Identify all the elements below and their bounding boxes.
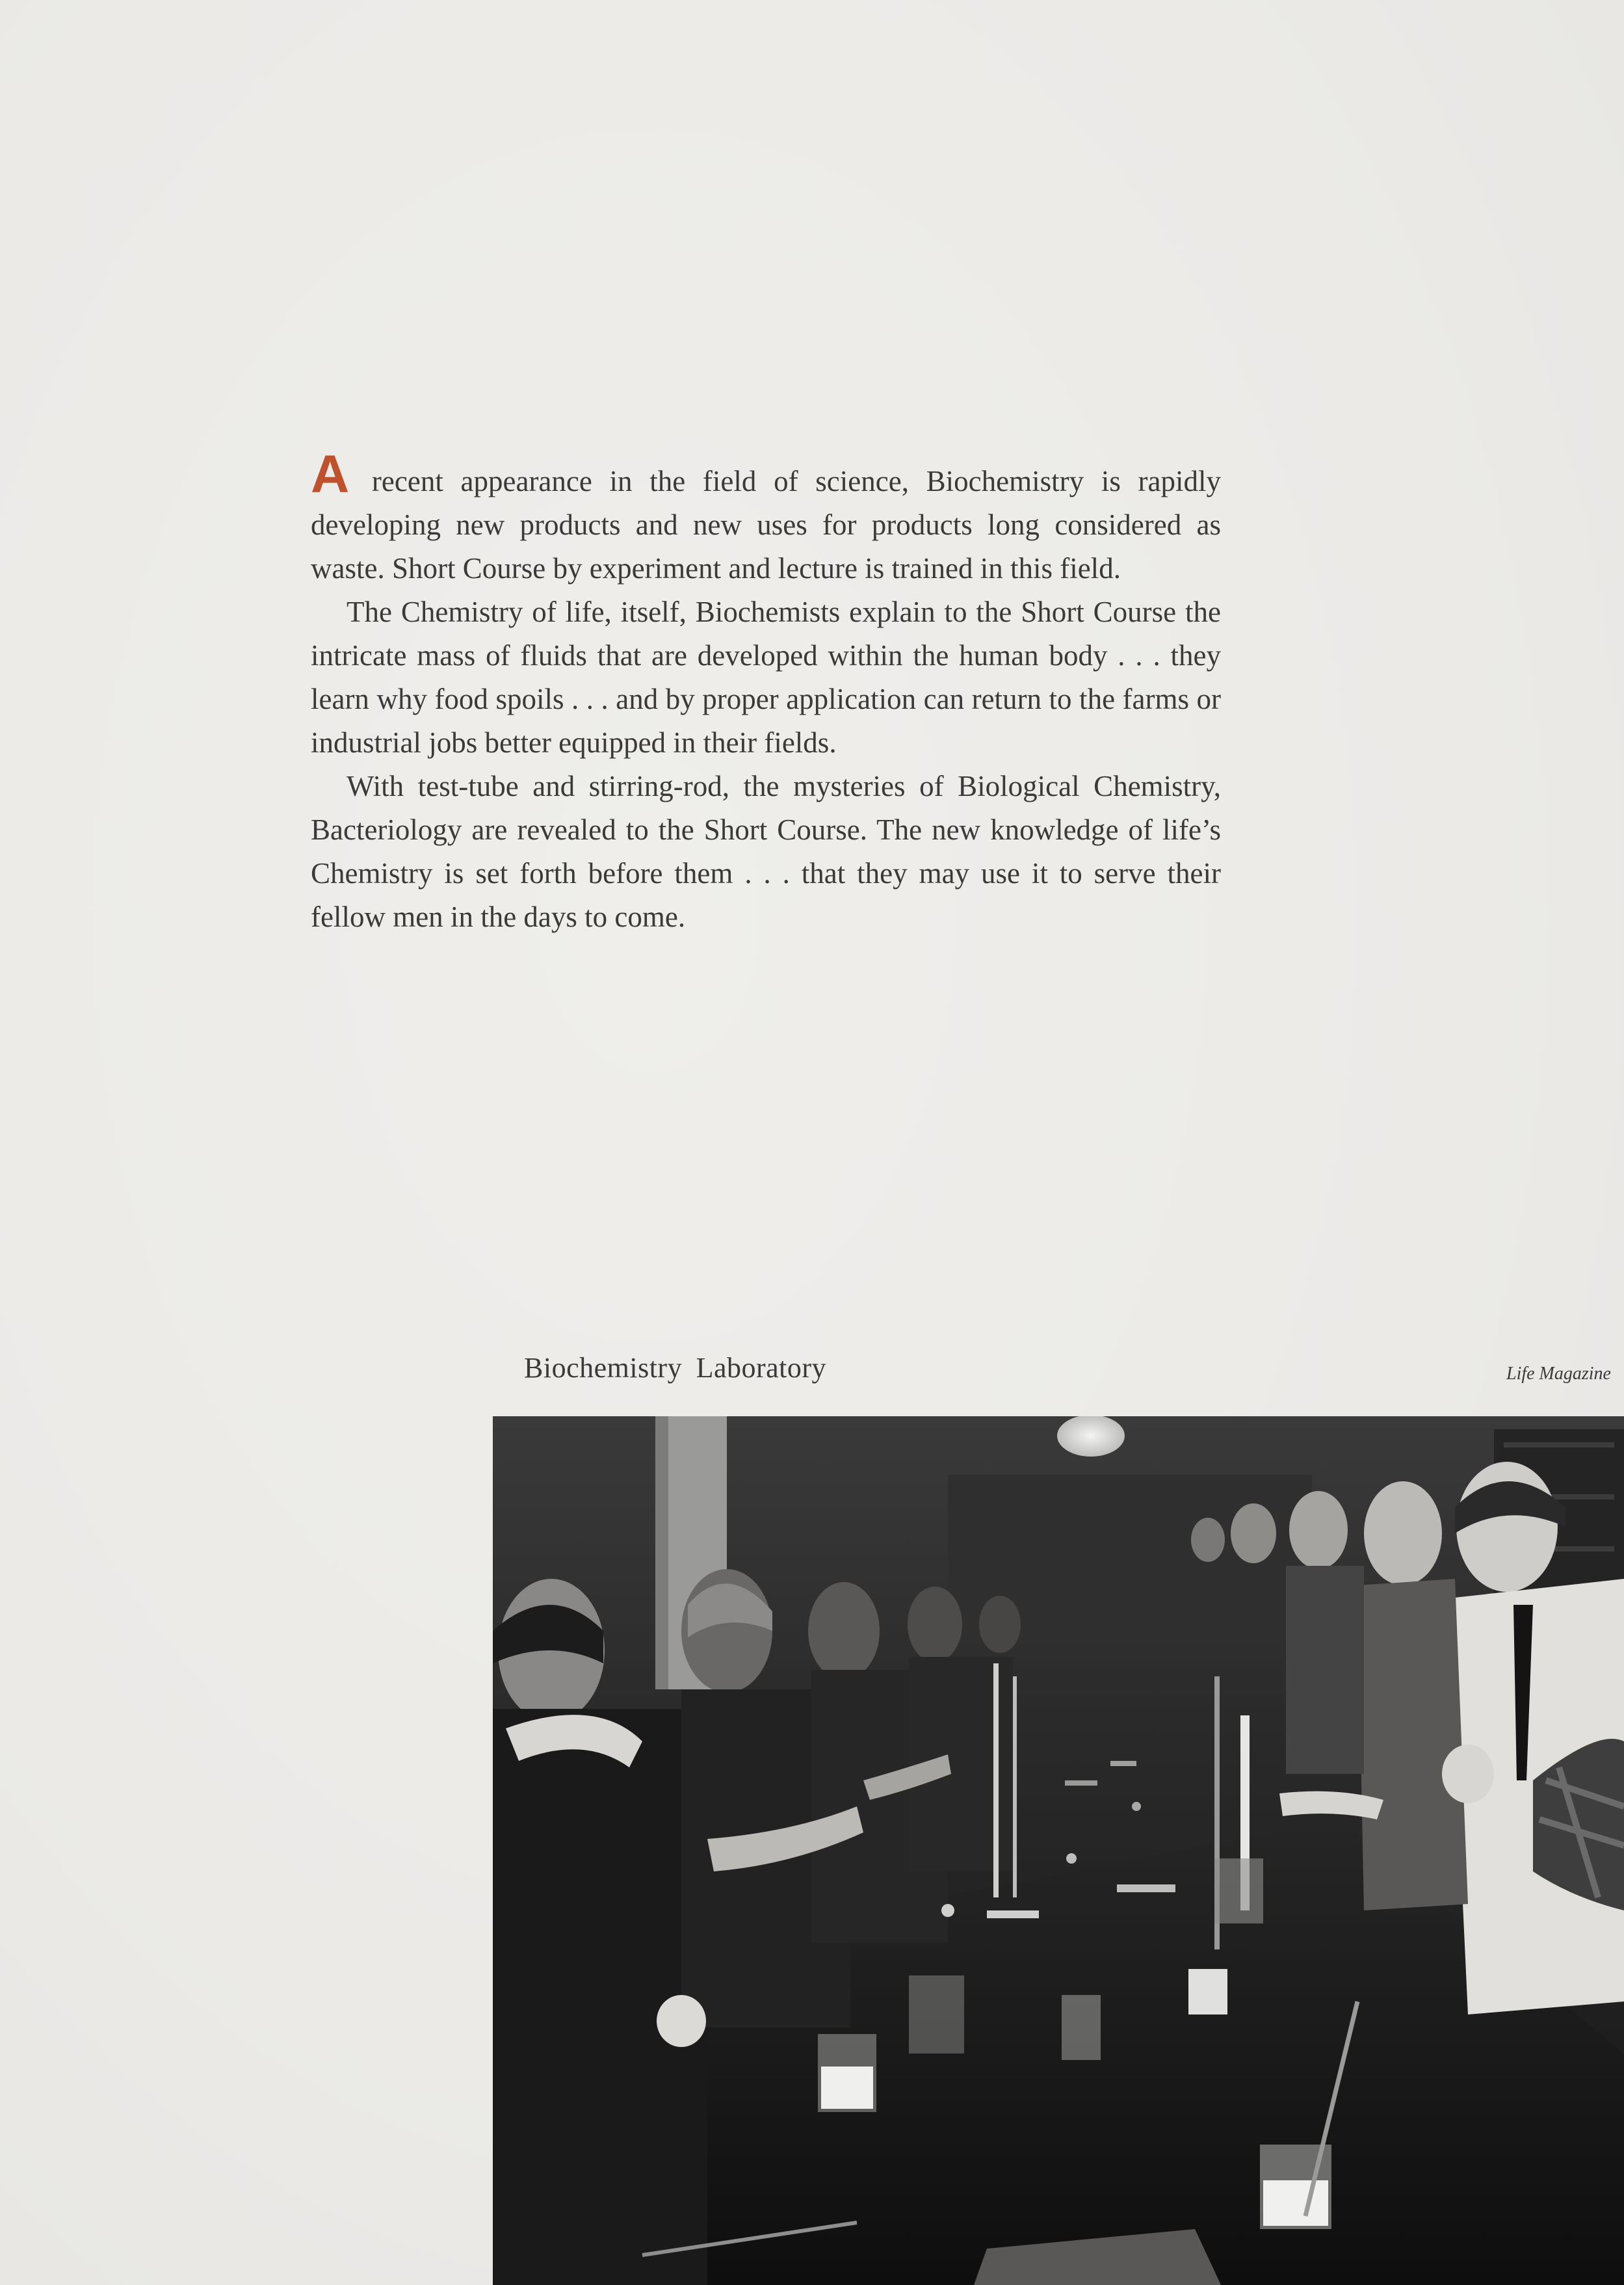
photo-credit: Life Magazine xyxy=(1506,1364,1611,1384)
paragraph-2: The Chemistry of life, itself, Biochemists explain to the Short Course the intricate mass of fluids that are developed within the human body . . . they learn why food spoils . . . and by proper application can return to the farms or industrial jobs better equipped in their fields. xyxy=(311,596,1221,759)
paragraph-1 xyxy=(311,445,1221,590)
paragraph-1-text: recent appearance in the field of science, Biochemistry is rapidly developing new products and new uses for products long considered as waste. Short Course by experiment and lecture is trained in this field. xyxy=(311,465,1221,585)
laboratory-photo xyxy=(493,1416,1624,2285)
paragraph-3: With test-tube and stirring-rod, the mysteries of Biological Chemistry, Bacteriology are revealed to the Short Course. The new knowledge of life’s Chemistry is set forth before them . . . that they may use it to serve their fellow men in the days to come. xyxy=(311,770,1221,933)
photo-caption: Biochemistry Laboratory xyxy=(524,1352,827,1384)
drop-cap: A xyxy=(311,445,350,504)
article-body xyxy=(311,445,1221,939)
